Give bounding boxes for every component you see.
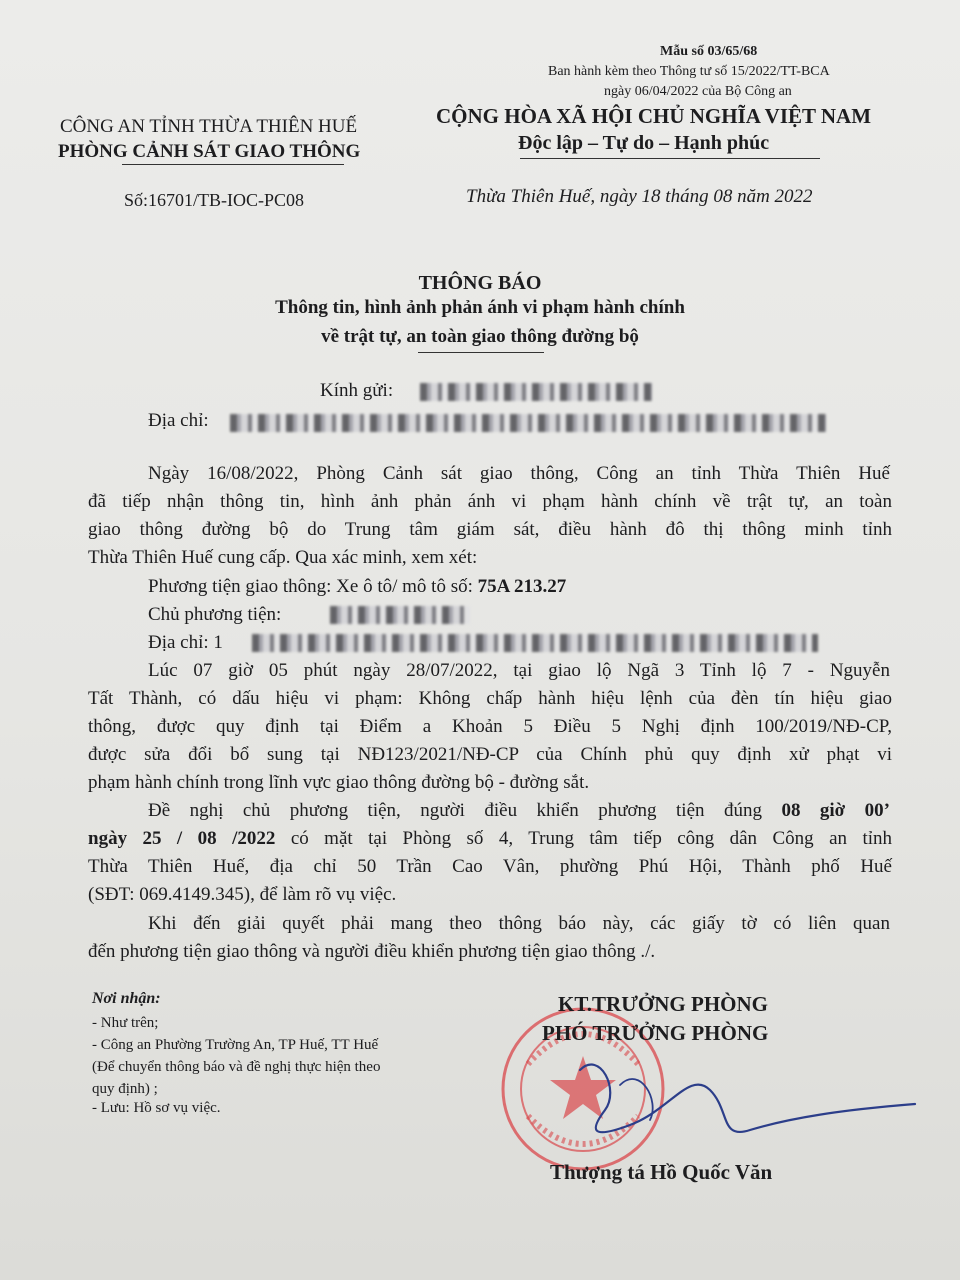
body-p1-line-1: Ngày 16/08/2022, Phòng Cảnh sát giao thông, Công an tỉnh Thừa Thiên Huế <box>148 463 890 484</box>
license-plate: 75A 213.27 <box>477 576 567 597</box>
body-p2-line-5: phạm hành chính trong lĩnh vực giao thông đường bộ - đường sắt. <box>88 772 590 793</box>
body-p2-line-1: Lúc 07 giờ 05 phút ngày 28/07/2022, tại giao lộ Ngã 3 Tỉnh lộ 7 - Nguyễn <box>148 660 890 681</box>
department-underline <box>122 164 344 165</box>
document-title: THÔNG BÁO <box>418 272 542 294</box>
p3-text-2: có mặt tại Phòng số 4, Trung tâm tiếp công dân Công an tỉnh <box>290 828 893 849</box>
body-p2-line-2: Tất Thành, có dấu hiệu vi phạm: Không chấp hành hiệu lệnh của đèn tín hiệu giao <box>88 688 892 709</box>
subtitle-line-1: Thông tin, hình ảnh phản ánh vi phạm hành chính <box>275 297 685 318</box>
recipient-address-redacted <box>230 414 826 432</box>
appointment-date: ngày 25 / 08 /2022 <box>88 828 276 849</box>
recipient-1: - Như trên; <box>92 1015 159 1031</box>
form-number: Mẫu số 03/65/68 <box>660 44 758 59</box>
recipient-4: quy định) ; <box>92 1081 158 1097</box>
body-p4-line-2: đến phương tiện giao thông và người điều khiển phương tiện giao thông ./. <box>88 941 656 962</box>
body-p2-line-4: được sửa đổi bổ sung tại NĐ123/2021/NĐ-CP của Chính phủ quy định xử phạt vi <box>88 744 892 765</box>
issued-with: Ban hành kèm theo Thông tư số 15/2022/TT-BCA <box>548 64 830 79</box>
recipient-name-redacted <box>420 383 652 401</box>
appointment-time: 08 giờ 00’ <box>781 800 890 821</box>
owner-address-redacted <box>252 634 818 652</box>
signer-name: Thượng tá Hồ Quốc Văn <box>550 1160 773 1184</box>
agency-name: CÔNG AN TỈNH THỪA THIÊN HUẾ <box>60 116 358 137</box>
recipient-5: - Lưu: Hồ sơ vụ việc. <box>92 1100 221 1116</box>
handwritten-signature <box>560 1030 920 1160</box>
motto-underline <box>520 158 820 159</box>
address-label: Địa chỉ: <box>148 410 209 431</box>
body-p3-line-1 <box>148 797 890 824</box>
vehicle-line <box>148 573 566 600</box>
to-label: Kính gửi: <box>320 380 394 401</box>
body-p3-line-3: Thừa Thiên Huế, địa chỉ 50 Trần Cao Vân, phường Phú Hội, Thành phố Huế <box>88 856 892 877</box>
body-p3-line-2 <box>88 825 892 852</box>
republic-name: CỘNG HÒA XÃ HỘI CHỦ NGHĨA VIỆT NAM <box>436 104 872 128</box>
recipient-3: (Để chuyển thông báo và đề nghị thực hiện theo <box>92 1059 381 1075</box>
national-motto: Độc lập – Tự do – Hạnh phúc <box>518 132 770 154</box>
body-p3-line-4: (SĐT: 069.4149.345), để làm rõ vụ việc. <box>88 884 397 905</box>
vehicle-label: Phương tiện giao thông: Xe ô tô/ mô tô số: <box>148 576 473 597</box>
body-p1-line-3: giao thông đường bộ do Trung tâm giám sát, điều hành đô thị thông minh tỉnh <box>88 519 892 540</box>
subtitle-line-2: về trật tự, an toàn giao thông đường bộ <box>321 326 639 347</box>
owner-address-label: Địa chỉ: 1 <box>148 632 223 653</box>
owner-label: Chủ phương tiện: <box>148 604 282 625</box>
recipient-2: - Công an Phường Trường An, TP Huế, TT Huế <box>92 1037 379 1053</box>
body-p2-line-3: thông, được quy định tại Điểm a Khoản 5 Điều 5 Nghị định 100/2019/NĐ-CP, <box>88 716 892 737</box>
subtitle-underline <box>418 352 544 353</box>
body-p1-line-2: đã tiếp nhận thông tin, hình ảnh phản ánh vi phạm hành chính về trật tự, an toàn <box>88 491 892 512</box>
signature-position: PHÓ TRƯỞNG PHÒNG <box>542 1021 769 1045</box>
signature-on-behalf: KT.TRƯỞNG PHÒNG <box>558 992 768 1016</box>
p3-text: Đề nghị chủ phương tiện, người điều khiển phương tiện đúng <box>148 800 762 821</box>
place-date: Thừa Thiên Huế, ngày 18 tháng 08 năm 2022 <box>466 186 813 207</box>
recipients-title: Nơi nhận: <box>92 990 161 1007</box>
document-number: Số:16701/TB-IOC-PC08 <box>124 190 305 210</box>
body-p4-line-1: Khi đến giải quyết phải mang theo thông báo này, các giấy tờ có liên quan <box>148 913 890 934</box>
body-p1-line-4: Thừa Thiên Huế cung cấp. Qua xác minh, xem xét: <box>88 547 478 568</box>
owner-name-redacted <box>330 606 470 624</box>
issued-date: ngày 06/04/2022 của Bộ Công an <box>604 84 792 99</box>
department-name: PHÒNG CẢNH SÁT GIAO THÔNG <box>58 141 361 162</box>
